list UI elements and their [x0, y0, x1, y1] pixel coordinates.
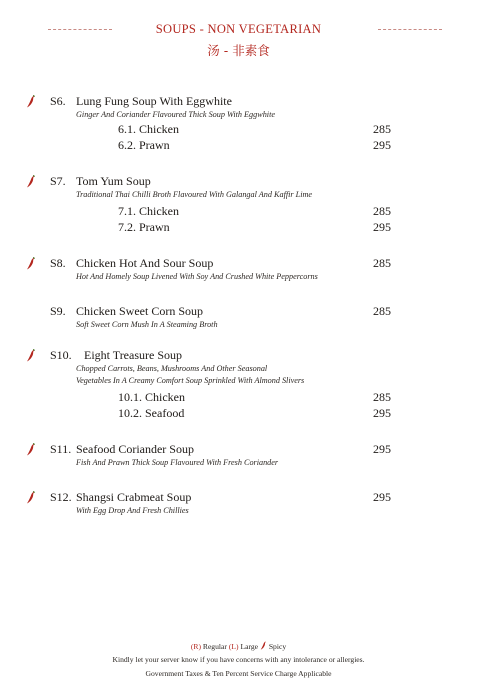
item-description: Chopped Carrots, Beans, Mushrooms And Other Seasonal: [76, 364, 268, 373]
variant-price: 285: [373, 204, 391, 218]
chili-icon: [26, 349, 36, 362]
item-code: S10.: [50, 348, 72, 362]
variant-label: 7.2. Prawn: [118, 220, 170, 234]
item-description: Soft Sweet Corn Mush In A Steaming Broth: [76, 320, 218, 329]
item-name: Eight Treasure Soup: [84, 348, 183, 362]
item-description: Ginger And Coriander Flavoured Thick Soup With Eggwhite: [76, 110, 275, 119]
variant-label: 6.2. Prawn: [118, 138, 170, 152]
allergy-note: Kindly let your server know if you have concerns with any intolerance or allergies.: [112, 655, 365, 664]
chili-icon: [26, 175, 36, 188]
item-name: Lung Fung Soup With Eggwhite: [76, 94, 232, 108]
item-price: 295: [373, 442, 391, 456]
item-name: Chicken Hot And Sour Soup: [76, 256, 214, 270]
tax-note: Government Taxes & Ten Percent Service Charge Applicable: [145, 669, 332, 678]
chili-icon: [26, 491, 36, 504]
item-code: S7.: [50, 174, 66, 188]
item-price: 295: [373, 490, 391, 504]
item-description: Vegetables In A Creamy Comfort Soup Sprinkled With Almond Slivers: [76, 376, 305, 385]
variant-label: 10.1. Chicken: [118, 390, 185, 404]
section-title: SOUPS - NON VEGETARIAN: [155, 22, 322, 36]
chili-icon: [260, 641, 267, 650]
item-description: Hot And Homely Soup Livened With Soy And Crushed White Peppercorns: [76, 272, 318, 281]
variant-label: 7.1. Chicken: [118, 204, 179, 218]
item-name: Tom Yum Soup: [76, 174, 151, 188]
variant-label: 6.1. Chicken: [118, 122, 179, 136]
variant-price: 295: [373, 220, 391, 234]
chili-icon: [26, 443, 36, 456]
chili-icon: [26, 257, 36, 270]
variant-price: 295: [373, 406, 391, 420]
item-code: S12.: [50, 490, 72, 504]
item-name: Seafood Coriander Soup: [76, 442, 194, 456]
item-name: Shangsi Crabmeat Soup: [76, 490, 192, 504]
item-code: S11.: [50, 442, 72, 456]
variant-price: 285: [373, 390, 391, 404]
variant-label: 10.2. Seafood: [118, 406, 185, 420]
section-title-chinese: 汤 - 非素食: [207, 43, 270, 58]
legend-regular-label: Regular: [202, 642, 227, 651]
item-description: With Egg Drop And Fresh Chillies: [76, 506, 189, 515]
item-name: Chicken Sweet Corn Soup: [76, 304, 203, 318]
item-description: Fish And Prawn Thick Soup Flavoured With Fresh Coriander: [76, 458, 279, 467]
item-code: S6.: [50, 94, 66, 108]
legend-large-marker: (L): [228, 642, 239, 651]
item-description: Traditional Thai Chilli Broth Flavoured With Galangal And Kaffir Lime: [76, 190, 313, 199]
legend-large-label: Large: [240, 642, 259, 651]
variant-price: 285: [373, 122, 391, 136]
item-code: S9.: [50, 304, 66, 318]
legend-spicy-label: Spicy: [268, 642, 287, 651]
section-header: [0, 22, 477, 59]
item-price: 285: [373, 256, 391, 270]
variant-price: 295: [373, 138, 391, 152]
legend-regular-marker: (R): [190, 642, 201, 651]
legend: [0, 641, 477, 651]
chili-icon: [26, 95, 36, 108]
item-code: S8.: [50, 256, 66, 270]
item-price: 285: [373, 304, 391, 318]
